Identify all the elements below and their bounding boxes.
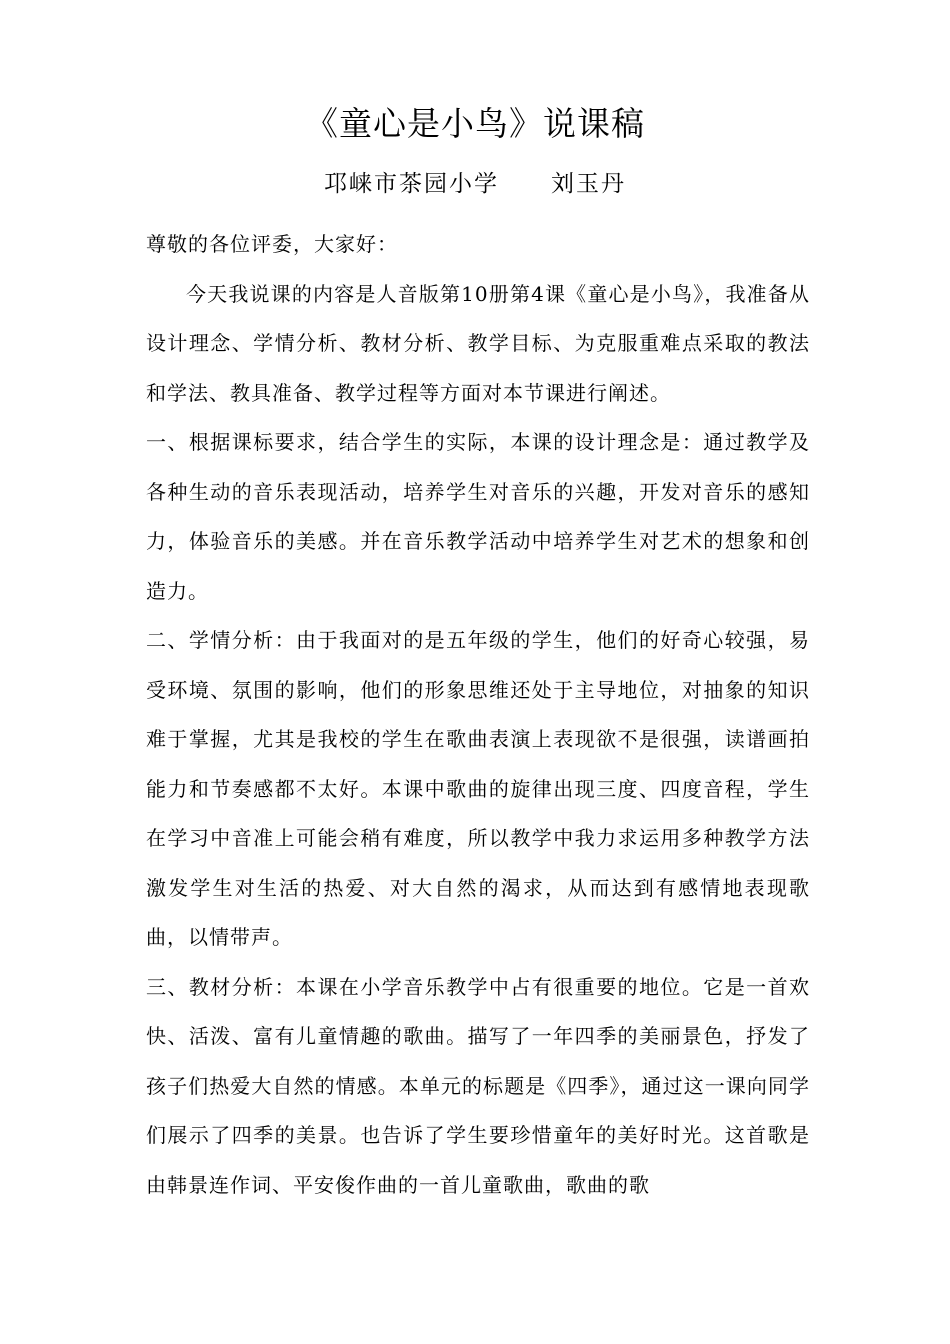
greeting: 尊敬的各位评委，大家好： (146, 232, 398, 256)
student-analysis-paragraph: 二、学情分析：由于我面对的是五年级的学生，他们的好奇心较强，易受环境、氛围的影响，他们的形象思维还处于主导地位，对抽象的知识难于掌握，尤其是我校的学生在歌曲表演上表现欲不是很强，读谱画拍能力和节奏感都不太好。本课中歌曲的旋律出现三度、四度音程，学生在学习中音准上可能会稍有难度，所以教学中我力求运用多种教学方法激发学生对生活的热爱、对大自然的渴求，从而达到有感情地表现歌曲，以情带声。 (146, 628, 810, 949)
material-analysis-paragraph: 三、教材分析：本课在小学音乐教学中占有很重要的地位。它是一首欢快、活泼、富有儿童情趣的歌曲。描写了一年四季的美丽景色，抒发了孩子们热爱大自然的情感。本单元的标题是《四季》，通过这一课向同学们展示了四季的美景。也告诉了学生要珍惜童年的美好时光。这首歌是由韩景连作词、平安俊作曲的一首儿童歌曲，歌曲的歌 (146, 974, 810, 1197)
document-body (146, 220, 810, 1210)
school-name: 邛崃市茶园小学 (324, 171, 499, 197)
author-name: 刘玉丹 (551, 171, 626, 197)
design-concept-paragraph: 一、根据课标要求，结合学生的实际，本课的设计理念是：通过教学及各种生动的音乐表现活动，培养学生对音乐的兴趣，开发对音乐的感知力，体验音乐的美感。并在音乐教学活动中培养学生对艺术的想象和创造力。 (146, 430, 810, 603)
intro-paragraph: 今天我说课的内容是人音版第10册第4课《童心是小鸟》，我准备从设计理念、学情分析、教材分析、教学目标、为克服重难点采取的教法和学法、教具准备、教学过程等方面对本节课进行阐述。 (146, 281, 810, 405)
document-title: 《童心是小鸟》说课稿 (305, 104, 645, 143)
document-byline (0, 167, 950, 201)
